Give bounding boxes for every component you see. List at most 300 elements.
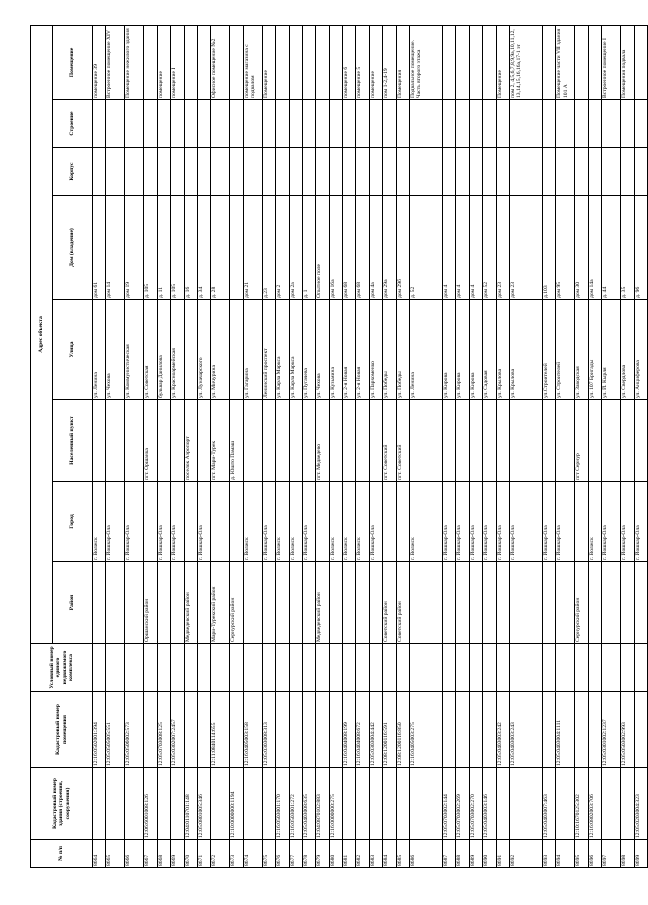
cell-complex-number [456, 644, 469, 692]
cell-corpus [496, 148, 509, 196]
cell-house: дом 95 [556, 196, 575, 300]
cell-premises: помещение [369, 25, 382, 99]
cell-structure [410, 100, 443, 148]
cell-district [243, 562, 262, 644]
header-district: Район [53, 562, 93, 644]
cell-num: 8697 [602, 840, 621, 868]
cell-city: г. Йошкар-Ола [542, 482, 555, 562]
cell-room-cadastral [144, 692, 157, 768]
cell-corpus [302, 148, 315, 196]
cell-district [496, 562, 509, 644]
table-row [106, 25, 125, 867]
cell-structure [602, 100, 621, 148]
cell-premises [329, 25, 342, 99]
table-row [542, 25, 555, 867]
cell-complex-number [343, 644, 356, 692]
cell-premises [443, 25, 456, 99]
cell-street: ул. Ленина [93, 300, 106, 400]
cell-room-cadastral: 12:05:0503002:993 [621, 692, 634, 768]
cell-complex-number [443, 644, 456, 692]
cell-premises: пом 2, 4,5,6,7,8,9,9а,10,11,12, 13,14,15,16,16а,17-1 эт [509, 25, 542, 99]
cell-street: ул. Свердлова [621, 300, 634, 400]
cell-premises: Встроенное помещение I [602, 25, 621, 99]
cell-num: 8690 [483, 840, 496, 868]
cell-street: ул.Строителей [542, 300, 555, 400]
cell-num: 8665 [106, 840, 125, 868]
cell-room-cadastral: 12:05:0403003:243 [509, 692, 542, 768]
cell-locality [93, 400, 106, 482]
cell-complex-number [316, 644, 329, 692]
cell-complex-number [509, 644, 542, 692]
table-row [575, 25, 588, 867]
header-building-cadastral: Кадастровый номер здания (строения, сооружения) [31, 768, 93, 840]
cell-complex-number [542, 644, 555, 692]
table-row [157, 25, 170, 867]
cell-num: 8683 [369, 840, 382, 868]
cell-room-cadastral [542, 692, 555, 768]
cell-corpus [197, 148, 210, 196]
cell-structure [634, 100, 647, 148]
cell-complex-number [469, 644, 482, 692]
cell-corpus [93, 148, 106, 196]
cell-house: д. 52 [410, 196, 443, 300]
cell-structure [184, 100, 197, 148]
header-street: Улица [53, 300, 93, 400]
cell-building-cadastral [369, 768, 382, 840]
cell-structure [469, 100, 482, 148]
cell-room-cadastral: 12:05:0303004:442 [369, 692, 382, 768]
cell-num: 8687 [443, 840, 456, 868]
cell-building-cadastral [93, 768, 106, 840]
cell-street: ул. Карла Маркса [289, 300, 302, 400]
cell-room-cadastral [197, 692, 210, 768]
cell-corpus [243, 148, 262, 196]
cell-num: 8696 [588, 840, 601, 868]
cell-room-cadastral [634, 692, 647, 768]
cell-street: ул. Луначарского [197, 300, 210, 400]
cell-building-cadastral: 12:10:1670125:302 [575, 768, 588, 840]
cell-district [443, 562, 456, 644]
cell-structure [302, 100, 315, 148]
cell-house: дом 61 [93, 196, 106, 300]
cell-city: г. Йошкар-Ола [634, 482, 647, 562]
cell-complex-number [106, 644, 125, 692]
cell-house: дом 21 [243, 196, 262, 300]
cell-premises [197, 25, 210, 99]
cell-corpus [443, 148, 456, 196]
cell-num: 8676 [276, 840, 289, 868]
cell-structure [509, 100, 542, 148]
cell-corpus [211, 148, 230, 196]
table-row [211, 25, 230, 867]
cell-building-cadastral: 12:16:0503001:272 [289, 768, 302, 840]
cell-num: 8686 [410, 840, 443, 868]
cell-premises: помещение 39 [93, 25, 106, 99]
cell-house: д. 105 [171, 196, 184, 300]
cell-district: Мари-Турекский район [211, 562, 230, 644]
cell-structure [483, 100, 496, 148]
cell-room-cadastral: 12:08:1200116:850 [396, 692, 409, 768]
cell-room-cadastral [289, 692, 302, 768]
cell-num: 8682 [356, 840, 369, 868]
cell-structure [243, 100, 262, 148]
cell-house: дом 23 [509, 196, 542, 300]
cell-street: ул. Красноармейская [171, 300, 184, 400]
cell-house: д. 105 [144, 196, 157, 300]
cell-district [456, 562, 469, 644]
cell-num: 8666 [125, 840, 144, 868]
table-row [171, 25, 184, 867]
cell-num: 8673 [230, 840, 243, 868]
cell-city: г. Йошкар-Ола [171, 482, 184, 562]
table-row [316, 25, 329, 867]
cell-building-cadastral: 12:05:0203004:323 [634, 768, 647, 840]
cell-district: Сернурский район [575, 562, 588, 644]
cell-city: г. Йошкар-Ола [106, 482, 125, 562]
cell-house: д. 16 [184, 196, 197, 300]
cell-structure [556, 100, 575, 148]
table-row [356, 25, 369, 867]
cell-city [211, 482, 230, 562]
cell-street: ул. Й. Кырля [602, 300, 621, 400]
cell-locality [243, 400, 262, 482]
cell-city: г. Йошкар-Ола [469, 482, 482, 562]
cell-complex-number [634, 644, 647, 692]
cell-house: д.23 [262, 196, 275, 300]
cell-building-cadastral [106, 768, 125, 840]
cell-house: д. 96 [634, 196, 647, 300]
cell-street: ул. Кирова [443, 300, 456, 400]
cell-city [383, 482, 396, 562]
cell-structure [369, 100, 382, 148]
cell-street: бульвар Данилова [157, 300, 170, 400]
cell-district [302, 562, 315, 644]
cell-num: 8680 [329, 840, 342, 868]
cell-structure [542, 100, 555, 148]
cell-house: д. 11 [157, 196, 170, 300]
cell-city: г. Йошкар-Ола [496, 482, 509, 562]
cell-district [262, 562, 275, 644]
cell-room-cadastral [230, 692, 243, 768]
cell-room-cadastral: 12:05:0703008:125 [157, 692, 170, 768]
cell-city: г. Йошкар-Ола [456, 482, 469, 562]
cell-complex-number [289, 644, 302, 692]
cell-num: 8669 [171, 840, 184, 868]
cell-num: 8672 [211, 840, 230, 868]
cell-complex-number [125, 644, 144, 692]
cell-locality [469, 400, 482, 482]
cell-street: ул. Ленина [410, 300, 443, 400]
cell-city: г. Йошкар-Ола [443, 482, 456, 562]
table-row [289, 25, 302, 867]
cell-building-cadastral [496, 768, 509, 840]
cell-locality [276, 400, 289, 482]
cell-premises [316, 25, 329, 99]
table-row [456, 25, 469, 867]
header-corpus: Корпус [53, 148, 93, 196]
cell-premises [483, 25, 496, 99]
table-row [621, 25, 634, 867]
table-row [230, 25, 243, 867]
cell-corpus [469, 148, 482, 196]
header-room-cadastral: Кадастровый номер помещения [31, 692, 93, 768]
cell-premises [469, 25, 482, 99]
cell-street: ул. Пархоменко [369, 300, 382, 400]
cell-structure [144, 100, 157, 148]
cell-premises [302, 25, 315, 99]
cell-locality [483, 400, 496, 482]
cell-house: д.103 [542, 196, 555, 300]
cell-district [483, 562, 496, 644]
cell-locality [289, 400, 302, 482]
cell-street: ул. 107 Бригады [588, 300, 601, 400]
header-complex-number: Условный номер единого недвижимого комплекса [31, 644, 93, 692]
cell-corpus [356, 148, 369, 196]
cell-corpus [575, 148, 588, 196]
cell-complex-number [410, 644, 443, 692]
cell-num: 8694 [556, 840, 575, 868]
cell-num: 8685 [396, 840, 409, 868]
cell-street: Ленинский проспект [262, 300, 275, 400]
cell-corpus [125, 148, 144, 196]
cell-building-cadastral: 12:05:0403008:635 [302, 768, 315, 840]
cell-district [157, 562, 170, 644]
cell-corpus [262, 148, 275, 196]
cell-locality [588, 400, 601, 482]
cell-district [369, 562, 382, 644]
cell-district [93, 562, 106, 644]
cell-building-cadastral: 12:16:0503001:170 [276, 768, 289, 840]
cell-house: дом 29а [383, 196, 396, 300]
cell-structure [396, 100, 409, 148]
cell-city: г. Волжск [289, 482, 302, 562]
cell-street: ул. Коммунистическая [125, 300, 144, 400]
cell-room-cadastral [302, 692, 315, 768]
cell-room-cadastral [469, 692, 482, 768]
cell-building-cadastral [171, 768, 184, 840]
cell-city: г. Йошкар-Ола [302, 482, 315, 562]
table-row [483, 25, 496, 867]
table-row [443, 25, 456, 867]
cell-district [197, 562, 210, 644]
cell-corpus [106, 148, 125, 196]
cell-corpus [410, 148, 443, 196]
table-row [329, 25, 342, 867]
cell-house: д. 35 [621, 196, 634, 300]
header-premises: Помещение [53, 25, 93, 99]
cell-complex-number [197, 644, 210, 692]
table-row [125, 25, 144, 867]
cell-structure [106, 100, 125, 148]
cell-complex-number [211, 644, 230, 692]
cell-corpus [556, 148, 575, 196]
cell-city: г. Волжск [588, 482, 601, 562]
cell-premises [276, 25, 289, 99]
cell-premises [184, 25, 197, 99]
cell-locality [302, 400, 315, 482]
cell-structure [383, 100, 396, 148]
cell-locality [410, 400, 443, 482]
cell-room-cadastral: 12:08:1200116:591 [383, 692, 396, 768]
cell-city: г. Йошкар-Ола [621, 482, 634, 562]
cell-street: ул. Пугачева [302, 300, 315, 400]
cell-structure [496, 100, 509, 148]
cell-district: Советский район [396, 562, 409, 644]
cell-num: 8695 [575, 840, 588, 868]
cell-locality [171, 400, 184, 482]
cell-complex-number [369, 644, 382, 692]
cell-corpus [316, 148, 329, 196]
rotated-table-wrapper [30, 26, 641, 868]
table-row [634, 25, 647, 867]
table-row [93, 25, 106, 867]
cell-structure [316, 100, 329, 148]
table-row [243, 25, 262, 867]
cell-locality: д. Юшто Памаш [230, 400, 243, 482]
cell-house: д. 44 [602, 196, 621, 300]
cell-structure [93, 100, 106, 148]
cell-city [144, 482, 157, 562]
cell-house: дом 68 [356, 196, 369, 300]
cell-house: дом 4 [469, 196, 482, 300]
cell-locality [329, 400, 342, 482]
cell-premises: Помещение [262, 25, 275, 99]
cell-room-cadastral [588, 692, 601, 768]
table-row [383, 25, 396, 867]
cell-corpus [396, 148, 409, 196]
table-body [93, 25, 648, 867]
cell-corpus [542, 148, 555, 196]
cell-corpus [157, 148, 170, 196]
cell-street: ул. Крылова [496, 300, 509, 400]
cell-building-cadastral [243, 768, 262, 840]
cell-num: 8699 [634, 840, 647, 868]
cell-street: ул. Кирова [456, 300, 469, 400]
cell-corpus [144, 148, 157, 196]
cell-district [125, 562, 144, 644]
cell-num: 8679 [316, 840, 329, 868]
cell-complex-number [329, 644, 342, 692]
cell-house: дом 23 [496, 196, 509, 300]
cell-structure [171, 100, 184, 148]
property-register-table [30, 25, 648, 868]
table-row [396, 25, 409, 867]
cell-structure [456, 100, 469, 148]
cell-premises: Встроенное помещение XIV [106, 25, 125, 99]
cell-house: д. 28 [211, 196, 230, 300]
cell-complex-number [356, 644, 369, 692]
cell-structure [575, 100, 588, 148]
cell-complex-number [184, 644, 197, 692]
cell-street: ул. Строителей [556, 300, 575, 400]
cell-locality: пгт. Советский [396, 400, 409, 482]
cell-district [542, 562, 555, 644]
cell-building-cadastral [396, 768, 409, 840]
cell-building-cadastral: 12:06:6001008:126 [144, 768, 157, 840]
cell-locality [556, 400, 575, 482]
cell-city: г. Волжск [343, 482, 356, 562]
cell-house: дом 52 [483, 196, 496, 300]
cell-structure [356, 100, 369, 148]
cell-building-cadastral: 12:05:0703002:144 [443, 768, 456, 840]
cell-room-cadastral: 12:05:0403003:242 [496, 692, 509, 768]
cell-locality: пгт. Советский [383, 400, 396, 482]
cell-room-cadastral [483, 692, 496, 768]
cell-corpus [329, 148, 342, 196]
table-row [469, 25, 482, 867]
cell-room-cadastral [456, 692, 469, 768]
header-locality: Населенный пункт [53, 400, 93, 482]
cell-district [329, 562, 342, 644]
cell-street: ул. Анциферова [634, 300, 647, 400]
cell-house: дом 2 [276, 196, 289, 300]
cell-street: ул. Советская [144, 300, 157, 400]
cell-structure [289, 100, 302, 148]
table-row [509, 25, 542, 867]
cell-locality: пгт Сернур [575, 400, 588, 482]
cell-street: ул. Садовая [483, 300, 496, 400]
cell-num: 8674 [243, 840, 262, 868]
cell-structure [621, 100, 634, 148]
cell-premises: пом 1-2,4-19 [383, 25, 396, 99]
table-row [496, 25, 509, 867]
cell-locality [356, 400, 369, 482]
cell-city: г. Йошкар-Ола [262, 482, 275, 562]
cell-city: г. Волжск [329, 482, 342, 562]
cell-street: ул. Заводская [575, 300, 588, 400]
cell-building-cadastral [556, 768, 575, 840]
cell-city [316, 482, 329, 562]
table-row [197, 25, 210, 867]
cell-room-cadastral [316, 692, 329, 768]
cell-house: дом 4 [443, 196, 456, 300]
cell-locality: пгт. Медведево [316, 400, 329, 482]
cell-district: Советский район [383, 562, 396, 644]
cell-street: ул. Чехова [106, 300, 125, 400]
cell-structure [211, 100, 230, 148]
cell-city: г. Йошкар-Ола [509, 482, 542, 562]
cell-room-cadastral [575, 692, 588, 768]
header-address: Адрес объекта [31, 25, 53, 643]
cell-premises [575, 25, 588, 99]
cell-structure [125, 100, 144, 148]
cell-premises: помещение I [171, 25, 184, 99]
cell-corpus [456, 148, 469, 196]
cell-street: ул. Мичурина [211, 300, 230, 400]
cell-complex-number [276, 644, 289, 692]
table-row [588, 25, 601, 867]
cell-complex-number [302, 644, 315, 692]
cell-room-cadastral: 12:05:0505005:551 [106, 692, 125, 768]
cell-premises: помещение [157, 25, 170, 99]
cell-num: 8689 [469, 840, 482, 868]
cell-house: дом 14а [588, 196, 601, 300]
cell-building-cadastral [125, 768, 144, 840]
cell-locality [443, 400, 456, 482]
cell-house: дом 29б [396, 196, 409, 300]
cell-city: г. Волжск [243, 482, 262, 562]
cell-num: 8684 [383, 840, 396, 868]
cell-city: г. Йошкар-Ола [125, 482, 144, 562]
cell-house: д. 34 [197, 196, 210, 300]
cell-premises: Подвальное помещение. Часть второго этажа [410, 25, 443, 99]
cell-premises: помещение магазина с подвалом [243, 25, 262, 99]
cell-complex-number [621, 644, 634, 692]
cell-district [602, 562, 621, 644]
cell-district [621, 562, 634, 644]
cell-house: дом 19 [125, 196, 144, 300]
cell-room-cadastral: 12:05:0301002:1237 [602, 692, 621, 768]
